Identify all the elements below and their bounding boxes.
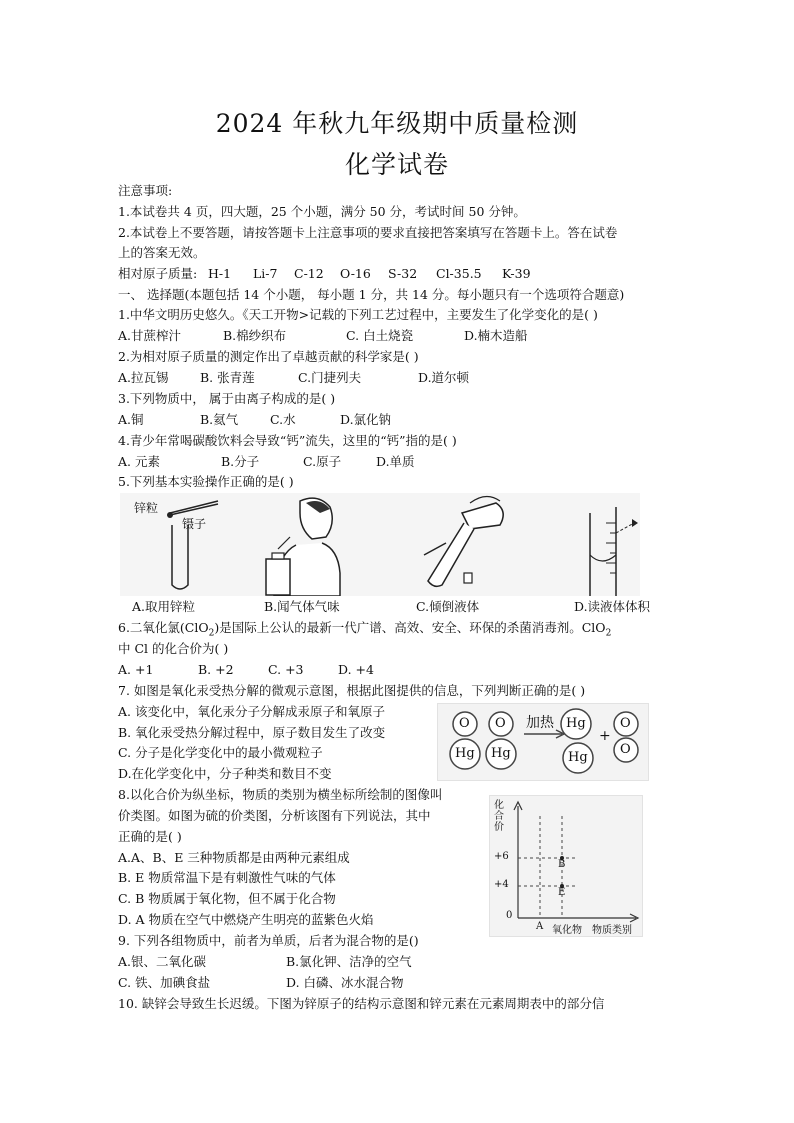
q8-chart-xlabel-oxide: 氧化物	[552, 925, 582, 936]
q6-option-a: A. +1	[118, 662, 154, 677]
q3-option-c: C.水	[270, 412, 296, 427]
atomic-mass-item: Li-7	[253, 266, 278, 281]
q6-sub-1: 2	[208, 628, 215, 639]
q7-fig-heat-label: 加热	[526, 715, 554, 731]
q5-fig-a-label-tweezers: 镊子	[182, 517, 207, 531]
section-1-heading: 一、 选择题(本题包括 14 个小题， 每小题 1 分，共 14 分。每小题只有一个选项符合题意)	[118, 287, 625, 302]
q5-option-c: C.倾倒液体	[416, 599, 480, 614]
q8-option-b: B. E 物质常温下是有刺激性气味的气体	[118, 870, 336, 885]
q7-fig-o-1: O	[459, 716, 470, 731]
q7-figure	[437, 703, 649, 781]
q8-chart-axes	[490, 796, 642, 936]
q7-option-d: D.在化学变化中，分子种类和数目不变	[118, 766, 332, 781]
q7-fig-hg-1: Hg	[455, 746, 475, 761]
atomic-mass-item: C-12	[294, 266, 324, 281]
q5-figure-panel	[120, 493, 640, 596]
q5-fig-a-label-zinc: 锌粒	[134, 501, 159, 515]
q8-option-d: D. A 物质在空气中燃烧产生明亮的蓝紫色火焰	[118, 912, 374, 927]
q2-option-a: A.拉瓦锡	[118, 370, 169, 385]
q6-stem-a	[118, 619, 611, 643]
q8-chart-ytick-4: +4	[494, 879, 509, 890]
q8-chart-xlabel-category: 物质类别	[592, 925, 632, 936]
q5-option-a: A.取用锌粒	[132, 599, 196, 614]
q3-option-d: D.氯化钠	[340, 412, 392, 427]
q6-stem-a-pre: 6.二氧化氯(ClO	[118, 620, 209, 635]
q3-option-a: A.铜	[118, 412, 144, 427]
atomic-mass-item: S-32	[388, 266, 418, 281]
q2-option-d: D.道尔顿	[418, 370, 470, 385]
page-title: 2024 年秋九年级期中质量检测	[215, 109, 579, 138]
atomic-mass-item: H-1	[208, 266, 232, 281]
q5-option-b: B.闻气体气味	[264, 599, 340, 614]
q6-sub-2: 2	[605, 628, 612, 639]
q5-fig-b-drawing	[260, 493, 380, 596]
q6-option-b: B. +2	[198, 662, 234, 677]
q8-chart-point-e: E	[558, 887, 566, 898]
q7-option-b: B. 氧化汞受热分解过程中，原子数目发生了改变	[118, 725, 386, 740]
q9-option-a: A.银、二氧化碳	[118, 954, 207, 969]
q2-option-c: C.门捷列夫	[298, 370, 362, 385]
q8-stem-c: 正确的是( )	[118, 829, 182, 844]
note-1: 1.本试卷共 4 页，四大题，25 个小题，满分 50 分，考试时间 50 分钟。	[118, 204, 526, 219]
q2-option-b: B. 张青莲	[200, 370, 255, 385]
atomic-mass-label: 相对原子质量:	[118, 266, 198, 281]
q5-fig-d-drawing	[540, 493, 640, 596]
q4-option-a: A. 元素	[118, 454, 160, 469]
q1-option-d: D.楠木造船	[464, 328, 528, 343]
q4-option-d: D.单质	[376, 454, 415, 469]
q8-stem-a: 8.以化合价为纵坐标，物质的类别为横坐标所绘制的图像叫	[118, 787, 443, 802]
note-2b: 上的答案无效。	[118, 245, 206, 260]
q7-fig-hg-4: Hg	[568, 750, 588, 765]
note-2a: 2.本试卷上不要答题，请按答题卡上注意事项的要求直接把答案填写在答题卡上。答在试卷	[118, 225, 618, 240]
q6-option-d: D. +4	[338, 662, 374, 677]
q8-chart-ytick-6: +6	[494, 851, 509, 862]
notes-heading: 注意事项:	[118, 183, 173, 198]
q9-option-b: B.氯化钾、洁净的空气	[286, 954, 412, 969]
q10-stem: 10. 缺锌会导致生长迟缓。下图为锌原子的结构示意图和锌元素在元素周期表中的部分信	[118, 996, 605, 1011]
atomic-mass-item: Cl-35.5	[436, 266, 482, 281]
q2-stem: 2.为相对原子质量的测定作出了卓越贡献的科学家是( )	[118, 349, 419, 364]
q5-fig-c-drawing	[400, 493, 520, 596]
q5-fig-a-drawing	[120, 493, 250, 596]
q4-option-b: B.分子	[221, 454, 260, 469]
q1-option-b: B.棉纱织布	[223, 328, 287, 343]
q7-fig-o-3: O	[620, 716, 631, 731]
q8-chart-ytick-0: 0	[506, 910, 513, 921]
q6-stem-a-mid: )是国际上公认的最新一代广谱、高效、安全、环保的杀菌消毒剂。ClO	[214, 620, 606, 635]
atomic-mass-item: O-16	[340, 266, 371, 281]
q7-fig-o-2: O	[495, 716, 506, 731]
q1-stem: 1.中华文明历史悠久。《天工开物>记载的下列工艺过程中，主要发生了化学变化的是( )	[118, 307, 598, 322]
q6-stem-b: 中 Cl 的化合价为( )	[118, 641, 229, 656]
q4-option-c: C.原子	[303, 454, 342, 469]
q1-option-c: C. 白土烧瓷	[346, 328, 414, 343]
q3-stem: 3.下列物质中， 属于由离子构成的是( )	[118, 391, 336, 406]
q8-stem-b: 价类图。如图为硫的价类图，分析该图有下列说法，其中	[118, 808, 431, 823]
q7-fig-hg-3: Hg	[566, 716, 586, 731]
page-subtitle: 化学试卷	[344, 150, 449, 179]
q7-fig-hg-2: Hg	[491, 746, 511, 761]
q5-stem: 5.下列基本实验操作正确的是( )	[118, 474, 294, 489]
q7-fig-plus: +	[599, 728, 611, 744]
q7-option-a: A. 该变化中，氧化汞分子分解成汞原子和氧原子	[118, 704, 385, 719]
q7-stem: 7. 如图是氧化汞受热分解的微观示意图，根据此图提供的信息，下列判断正确的是( )	[118, 683, 586, 698]
q8-chart-ylabel: 化合价	[494, 800, 504, 833]
q8-chart	[489, 795, 643, 937]
q8-chart-xlabel-a: A	[536, 921, 544, 932]
q8-option-c: C. B 物质属于氧化物，但不属于化合物	[118, 891, 336, 906]
q1-option-a: A.甘蔗榨汁	[118, 328, 182, 343]
q6-option-c: C. +3	[268, 662, 304, 677]
atomic-mass-item: K-39	[502, 266, 531, 281]
q7-fig-o-4: O	[620, 742, 631, 757]
q3-option-b: B.氦气	[200, 412, 239, 427]
q5-option-d: D.读液体体积	[574, 599, 651, 614]
q8-chart-point-b: B	[558, 859, 566, 870]
q9-option-c: C. 铁、加碘食盐	[118, 975, 211, 990]
q7-option-c: C. 分子是化学变化中的最小微观粒子	[118, 745, 323, 760]
q4-stem: 4.青少年常喝碳酸饮料会导致“钙”流失，这里的“钙”指的是( )	[118, 433, 457, 448]
q8-option-a: A.A、B、E 三种物质都是由两种元素组成	[118, 850, 350, 865]
q9-option-d: D. 白磷、冰水混合物	[286, 975, 404, 990]
q9-stem: 9. 下列各组物质中，前者为单质，后者为混合物的是()	[118, 933, 419, 948]
